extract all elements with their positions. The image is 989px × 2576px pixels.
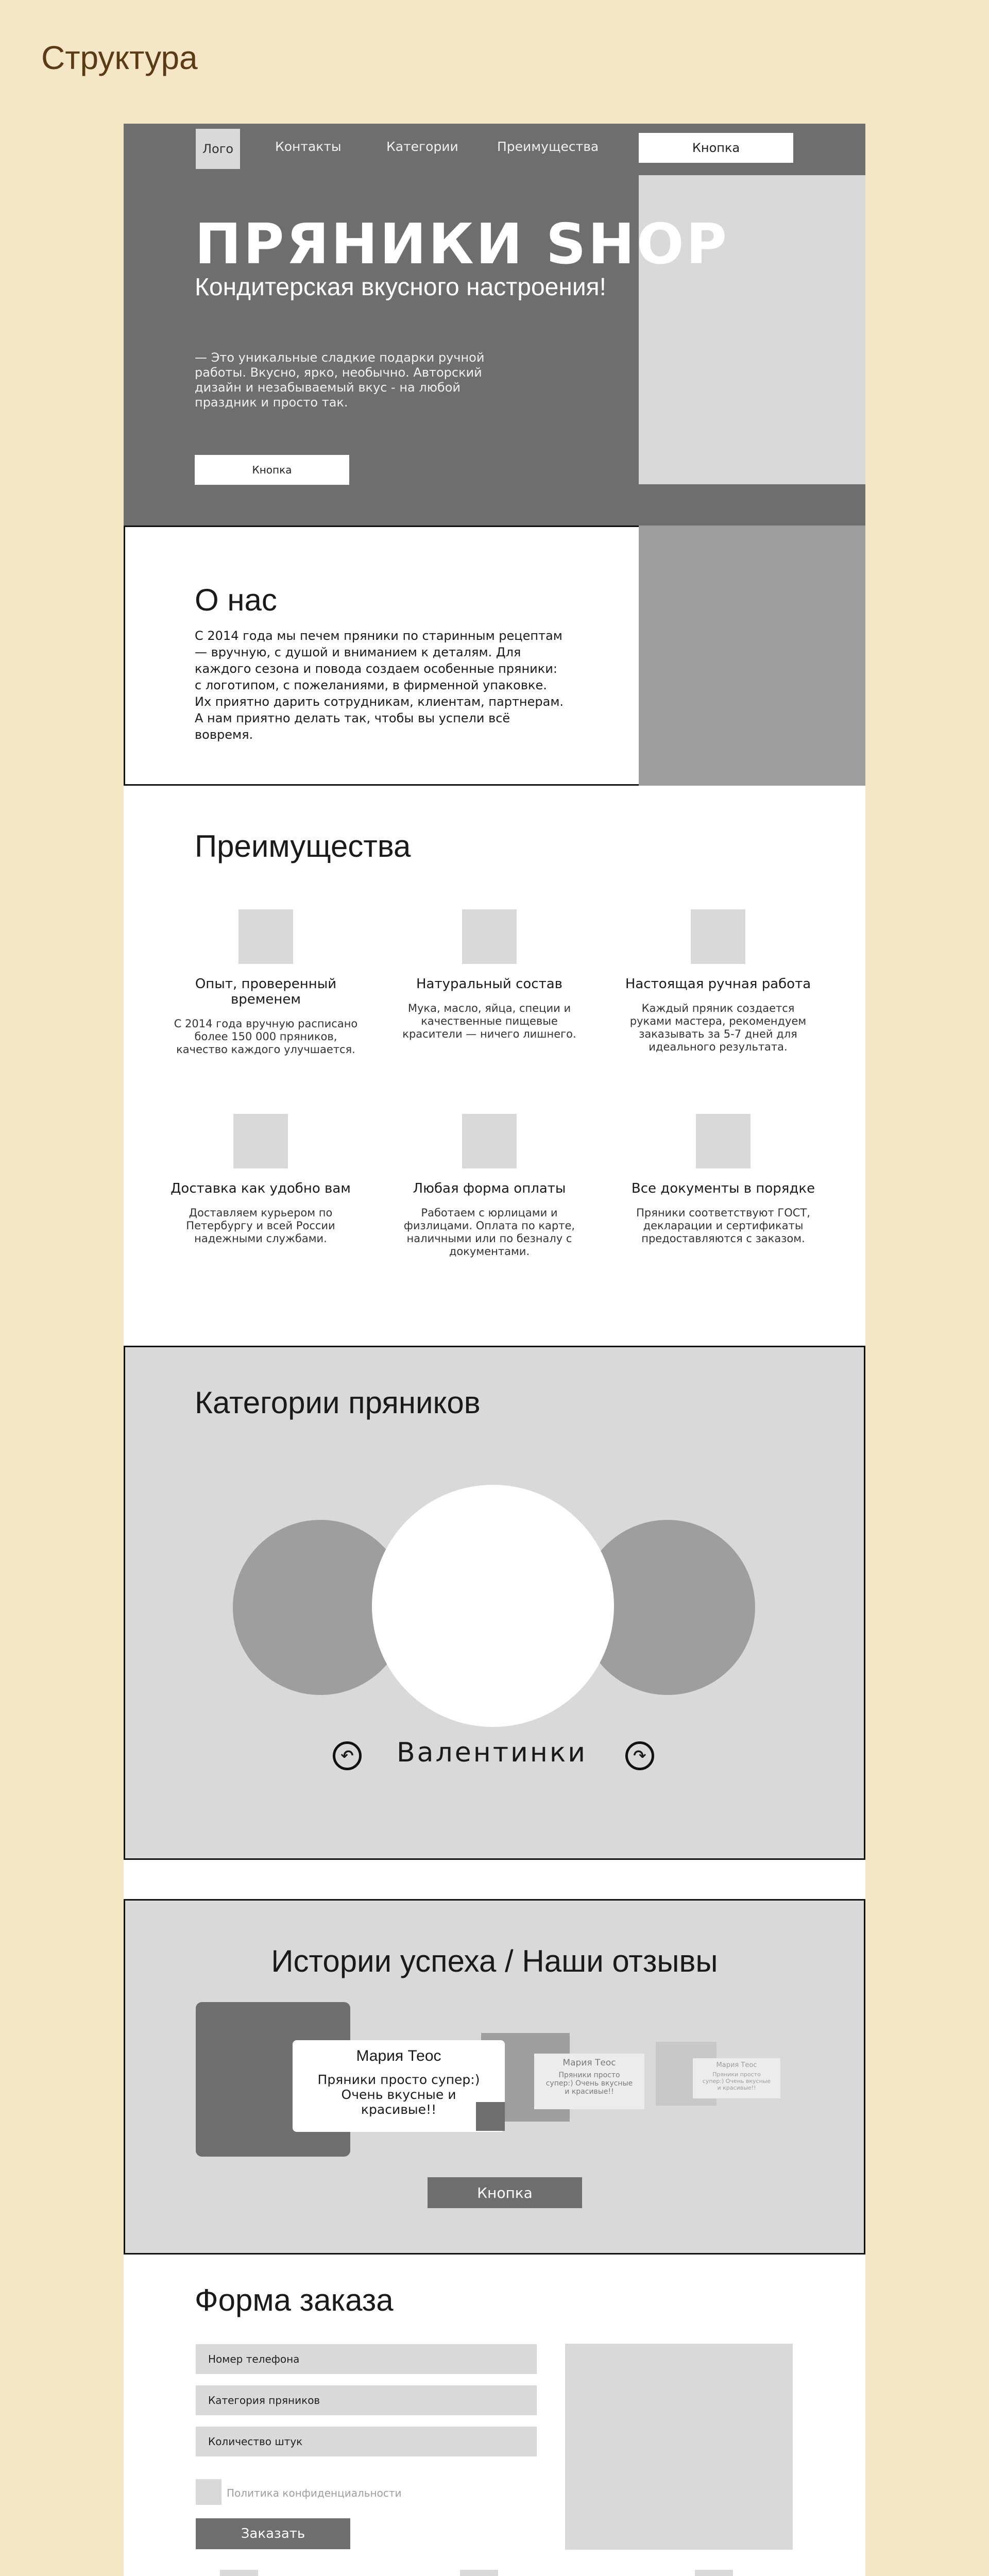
location-icon: [460, 2570, 498, 2576]
category-image-current[interactable]: [372, 1485, 614, 1727]
review-card[interactable]: [534, 2054, 644, 2109]
advantage-text: Работаем с юрлицами и физлицами. Оплата по карте, наличными или по безналу с документами.: [403, 1207, 575, 1258]
nav-link-advantages[interactable]: Преимущества: [497, 139, 599, 154]
nav-link-contacts[interactable]: Контакты: [275, 139, 342, 154]
advantage-text: Пряники соответствуют ГОСТ, декларации и сертификаты предоставляются с заказом.: [636, 1207, 810, 1245]
hero-title: ПРЯНИКИ SHOP: [195, 212, 729, 277]
review-author: Мария Теос: [356, 2047, 441, 2064]
advantage-icon: [691, 909, 745, 964]
email-icon: [695, 2570, 733, 2576]
hero-button[interactable]: Кнопка: [195, 455, 349, 485]
order-submit-button[interactable]: Заказать: [196, 2518, 350, 2549]
category-field[interactable]: Категория пряников: [196, 2385, 537, 2415]
about-image-placeholder: [639, 526, 865, 786]
advantage-name: Натуральный состав: [416, 976, 562, 992]
advantage-item: [163, 1114, 359, 1245]
advantage-item: [391, 1114, 587, 1258]
policy-label[interactable]: Политика конфиденциальности: [227, 2487, 402, 2499]
advantage-name: Доставка как удобно вам: [170, 1181, 351, 1196]
advantage-item: [168, 909, 364, 1056]
review-text: Пряники просто супер:) Очень вкусные и красивые!!: [702, 2071, 771, 2091]
form-image-placeholder: [565, 2344, 793, 2550]
reviews-title: Истории успеха / Наши отзывы: [271, 1944, 718, 1978]
review-card[interactable]: [293, 2040, 505, 2132]
advantage-name: Любая форма оплаты: [413, 1181, 566, 1196]
advantage-name: Все документы в порядке: [631, 1181, 815, 1196]
advantage-icon: [233, 1114, 288, 1168]
review-text: Пряники просто супер:) Очень вкусные и красивые!!: [545, 2071, 633, 2096]
policy-checkbox[interactable]: [196, 2479, 221, 2505]
review-card[interactable]: [693, 2058, 780, 2098]
nav-button[interactable]: Кнопка: [639, 133, 793, 163]
advantage-icon: [462, 909, 517, 964]
review-card-corner: [476, 2102, 505, 2131]
advantage-icon: [462, 1114, 517, 1168]
advantage-name: Опыт, проверенный временем: [195, 976, 337, 1007]
hero-description: — Это уникальные сладкие подарки ручной работы. Вкусно, ярко, необычно. Авторский дизайн и незабываемый вкус - на любой праздник и просто так.: [195, 350, 485, 410]
category-label: Валентинки: [397, 1737, 588, 1768]
hero-subtitle: Кондитерская вкусного настроения!: [195, 274, 607, 301]
reviews-button[interactable]: Кнопка: [428, 2177, 582, 2208]
categories-title: Категории пряников: [195, 1385, 481, 1420]
about-text: С 2014 года мы печем пряники по старинным рецептам — вручную, с душой и вниманием к деталям. Для каждого сезона и повода создаем особенные пряники: с логотипом, с пожеланиями, в фирменной упаковке. Их приятно дарить сотрудникам, клиентам, партнерам. А нам приятно делать так, чтобы вы успели всё вовремя.: [195, 629, 564, 742]
advantage-icon: [238, 909, 293, 964]
advantage-name: Настоящая ручная работа: [625, 976, 811, 992]
arrow-left-icon[interactable]: ↶: [333, 1741, 362, 1770]
quantity-field[interactable]: Количество штук: [196, 2427, 537, 2456]
about-title: О нас: [195, 583, 277, 617]
advantage-text: С 2014 года вручную расписано более 150 000 пряников, качество каждого улучшается.: [174, 1018, 358, 1056]
phone-icon: [220, 2570, 258, 2576]
advantages-title: Преимущества: [195, 829, 411, 863]
advantage-text: Каждый пряник создается руками мастера, рекомендуем заказывать за 5-7 дней для идеального результата.: [629, 1002, 807, 1053]
advantage-icon: [696, 1114, 751, 1168]
nav-logo[interactable]: Лого: [196, 129, 240, 169]
advantage-item: [620, 909, 816, 1054]
advantage-item: [391, 909, 587, 1041]
advantage-text: Доставляем курьером по Петербургу и всей России надежными службами.: [186, 1207, 335, 1245]
review-author: Мария Теос: [716, 2061, 757, 2069]
advantage-text: Мука, масло, яйца, специи и качественные пищевые красители — ничего лишнего.: [402, 1002, 576, 1040]
order-form-title: Форма заказа: [195, 2283, 394, 2317]
review-author: Мария Теос: [562, 2058, 616, 2068]
phone-field[interactable]: Номер телефона: [196, 2344, 537, 2374]
arrow-right-icon[interactable]: ↷: [625, 1741, 654, 1770]
review-text: Пряники просто супер:) Очень вкусные и красивые!!: [317, 2072, 480, 2117]
page-heading: Структура: [41, 39, 198, 76]
nav-link-categories[interactable]: Категории: [386, 139, 458, 154]
advantage-item: [625, 1114, 821, 1245]
